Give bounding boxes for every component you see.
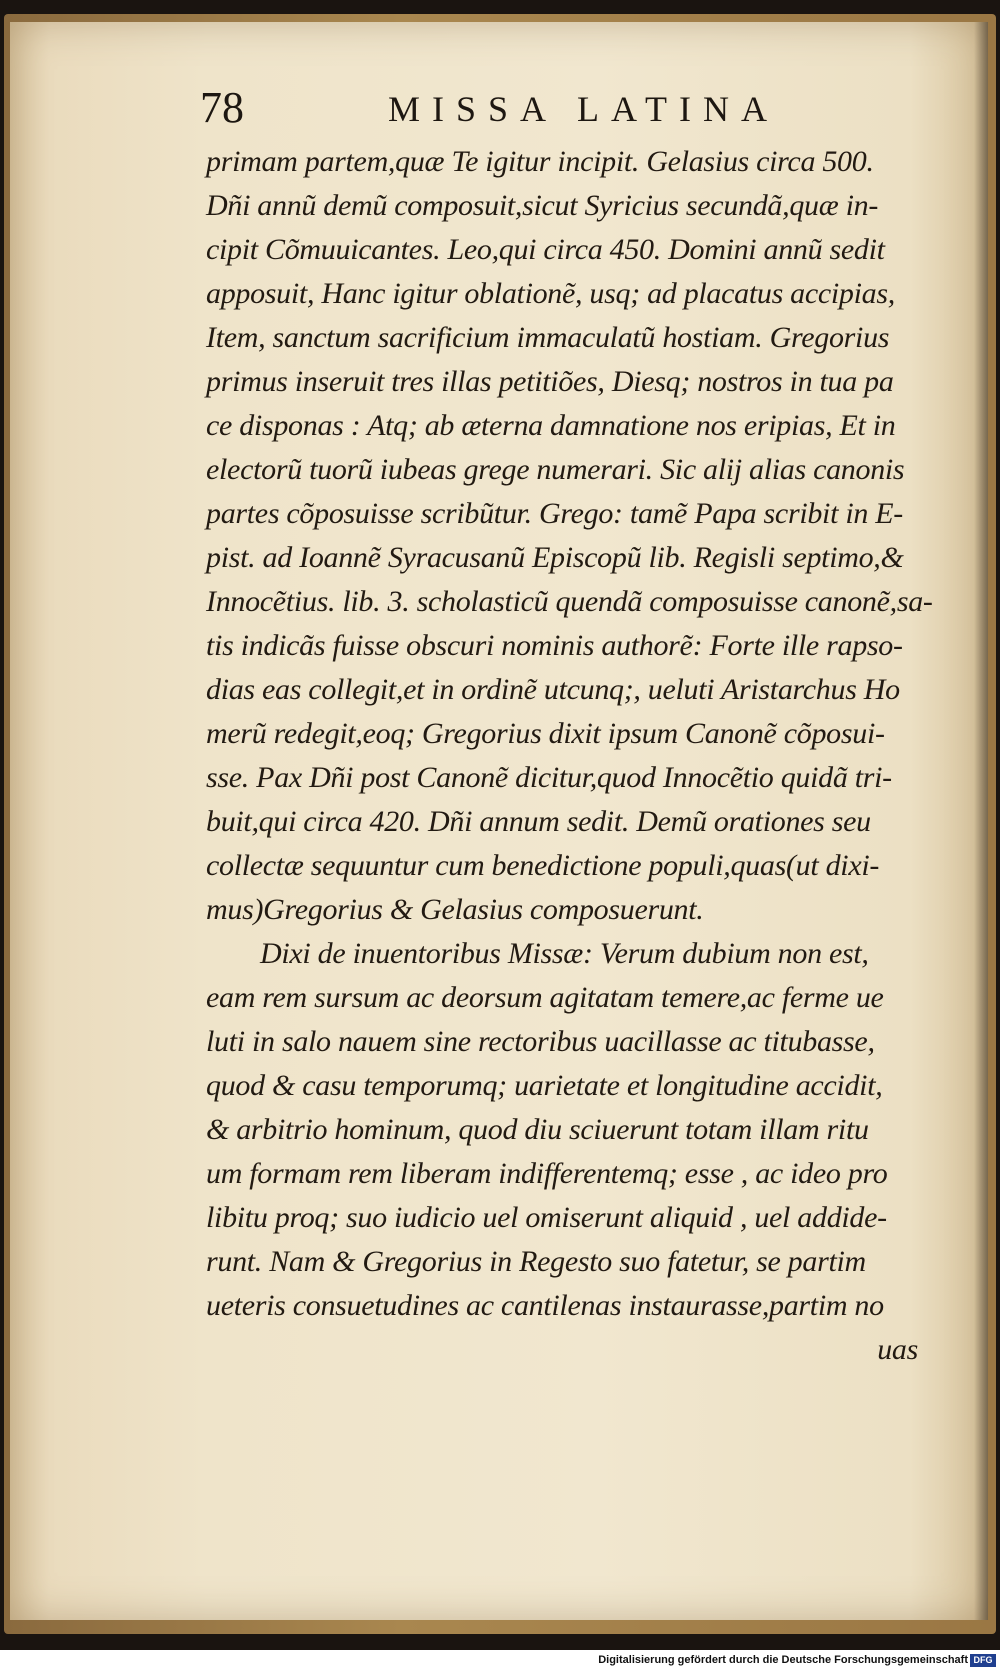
body-text: [206, 140, 938, 1372]
text-line: partes cõposuisse scribũtur. Grego: tamẽ Papa scribit in E-: [206, 497, 903, 530]
text-line: runt. Nam & Gregorius in Regesto suo fatetur, se partim: [206, 1245, 866, 1278]
text-line: apposuit, Hanc igitur oblationẽ, usq; ad placatus accipias,: [206, 277, 895, 310]
page-number: 78: [200, 83, 244, 132]
text-line: libitu proq; suo iudicio uel omiserunt aliquid , uel addide-: [206, 1201, 887, 1234]
text-line: eam rem sursum ac deorsum agitatam temere,ac ferme ue: [206, 981, 884, 1014]
text-line: collectæ sequuntur cum benedictione populi,quas(ut dixi-: [206, 849, 880, 882]
running-title: MISSA LATINA: [388, 89, 780, 129]
text-line: electorũ tuorũ iubeas grege numerari. Sic alij alias canonis: [206, 453, 905, 486]
catchword: uas: [877, 1333, 918, 1366]
text-line: dias eas collegit,et in ordinẽ utcunq;, ueluti Aristarchus Ho: [206, 673, 900, 706]
text-line: Dñi annũ demũ composuit,sicut Syricius secundã,quæ in-: [206, 189, 879, 222]
dfg-logo-icon: DFG: [970, 1654, 996, 1667]
page-header: [200, 82, 800, 142]
text-line: Innocẽtius. lib. 3. scholasticũ quendã composuisse canonẽ,sa-: [206, 585, 933, 618]
text-line: luti in salo nauem sine rectoribus uacillasse ac titubasse,: [206, 1025, 875, 1058]
text-line: cipit Cõmuuicantes. Leo,qui circa 450. Domini annũ sedit: [206, 233, 885, 266]
text-line: quod & casu temporumq; uarietate et longitudine accidit,: [206, 1069, 883, 1102]
text-line: primam partem,quæ Te igitur incipit. Gelasius circa 500.: [206, 145, 874, 178]
text-line: sse. Pax Dñi post Canonẽ dicitur,quod Innocẽtio quidã tri-: [206, 761, 892, 794]
text-line: um formam rem liberam indifferentemq; esse , ac ideo pro: [206, 1157, 888, 1190]
text-line: primus inseruit tres illas petitiões, Diesq; nostros in tua pa: [206, 365, 894, 398]
footer-bar: [0, 1650, 1000, 1673]
funding-credit: Digitalisierung gefördert durch die Deutsche Forschungsgemeinschaft: [598, 1654, 968, 1666]
text-line: ce disponas : Atq; ab æterna damnatione nos eripias, Et in: [206, 409, 896, 442]
text-line: buit,qui circa 420. Dñi annum sedit. Demũ orationes seu: [206, 805, 871, 838]
paragraph-start-line: Dixi de inuentoribus Missæ: Verum dubium non est,: [260, 937, 869, 970]
text-line: mus)Gregorius & Gelasius composuerunt.: [206, 893, 704, 926]
text-line: ueteris consuetudines ac cantilenas instaurasse,partim no: [206, 1289, 884, 1322]
text-line: tis indicãs fuisse obscuri nominis authorẽ: Forte ille rapso-: [206, 629, 903, 662]
text-line: Item, sanctum sacrificium immaculatũ hostiam. Gregorius: [206, 321, 890, 354]
text-line: & arbitrio hominum, quod diu sciuerunt totam illam ritu: [206, 1113, 869, 1146]
text-line: merũ redegit,eoq; Gregorius dixit ipsum Canonẽ cõposui-: [206, 717, 885, 750]
text-line: pist. ad Ioannẽ Syracusanũ Episcopũ lib. Regisli septimo,&: [206, 541, 904, 574]
